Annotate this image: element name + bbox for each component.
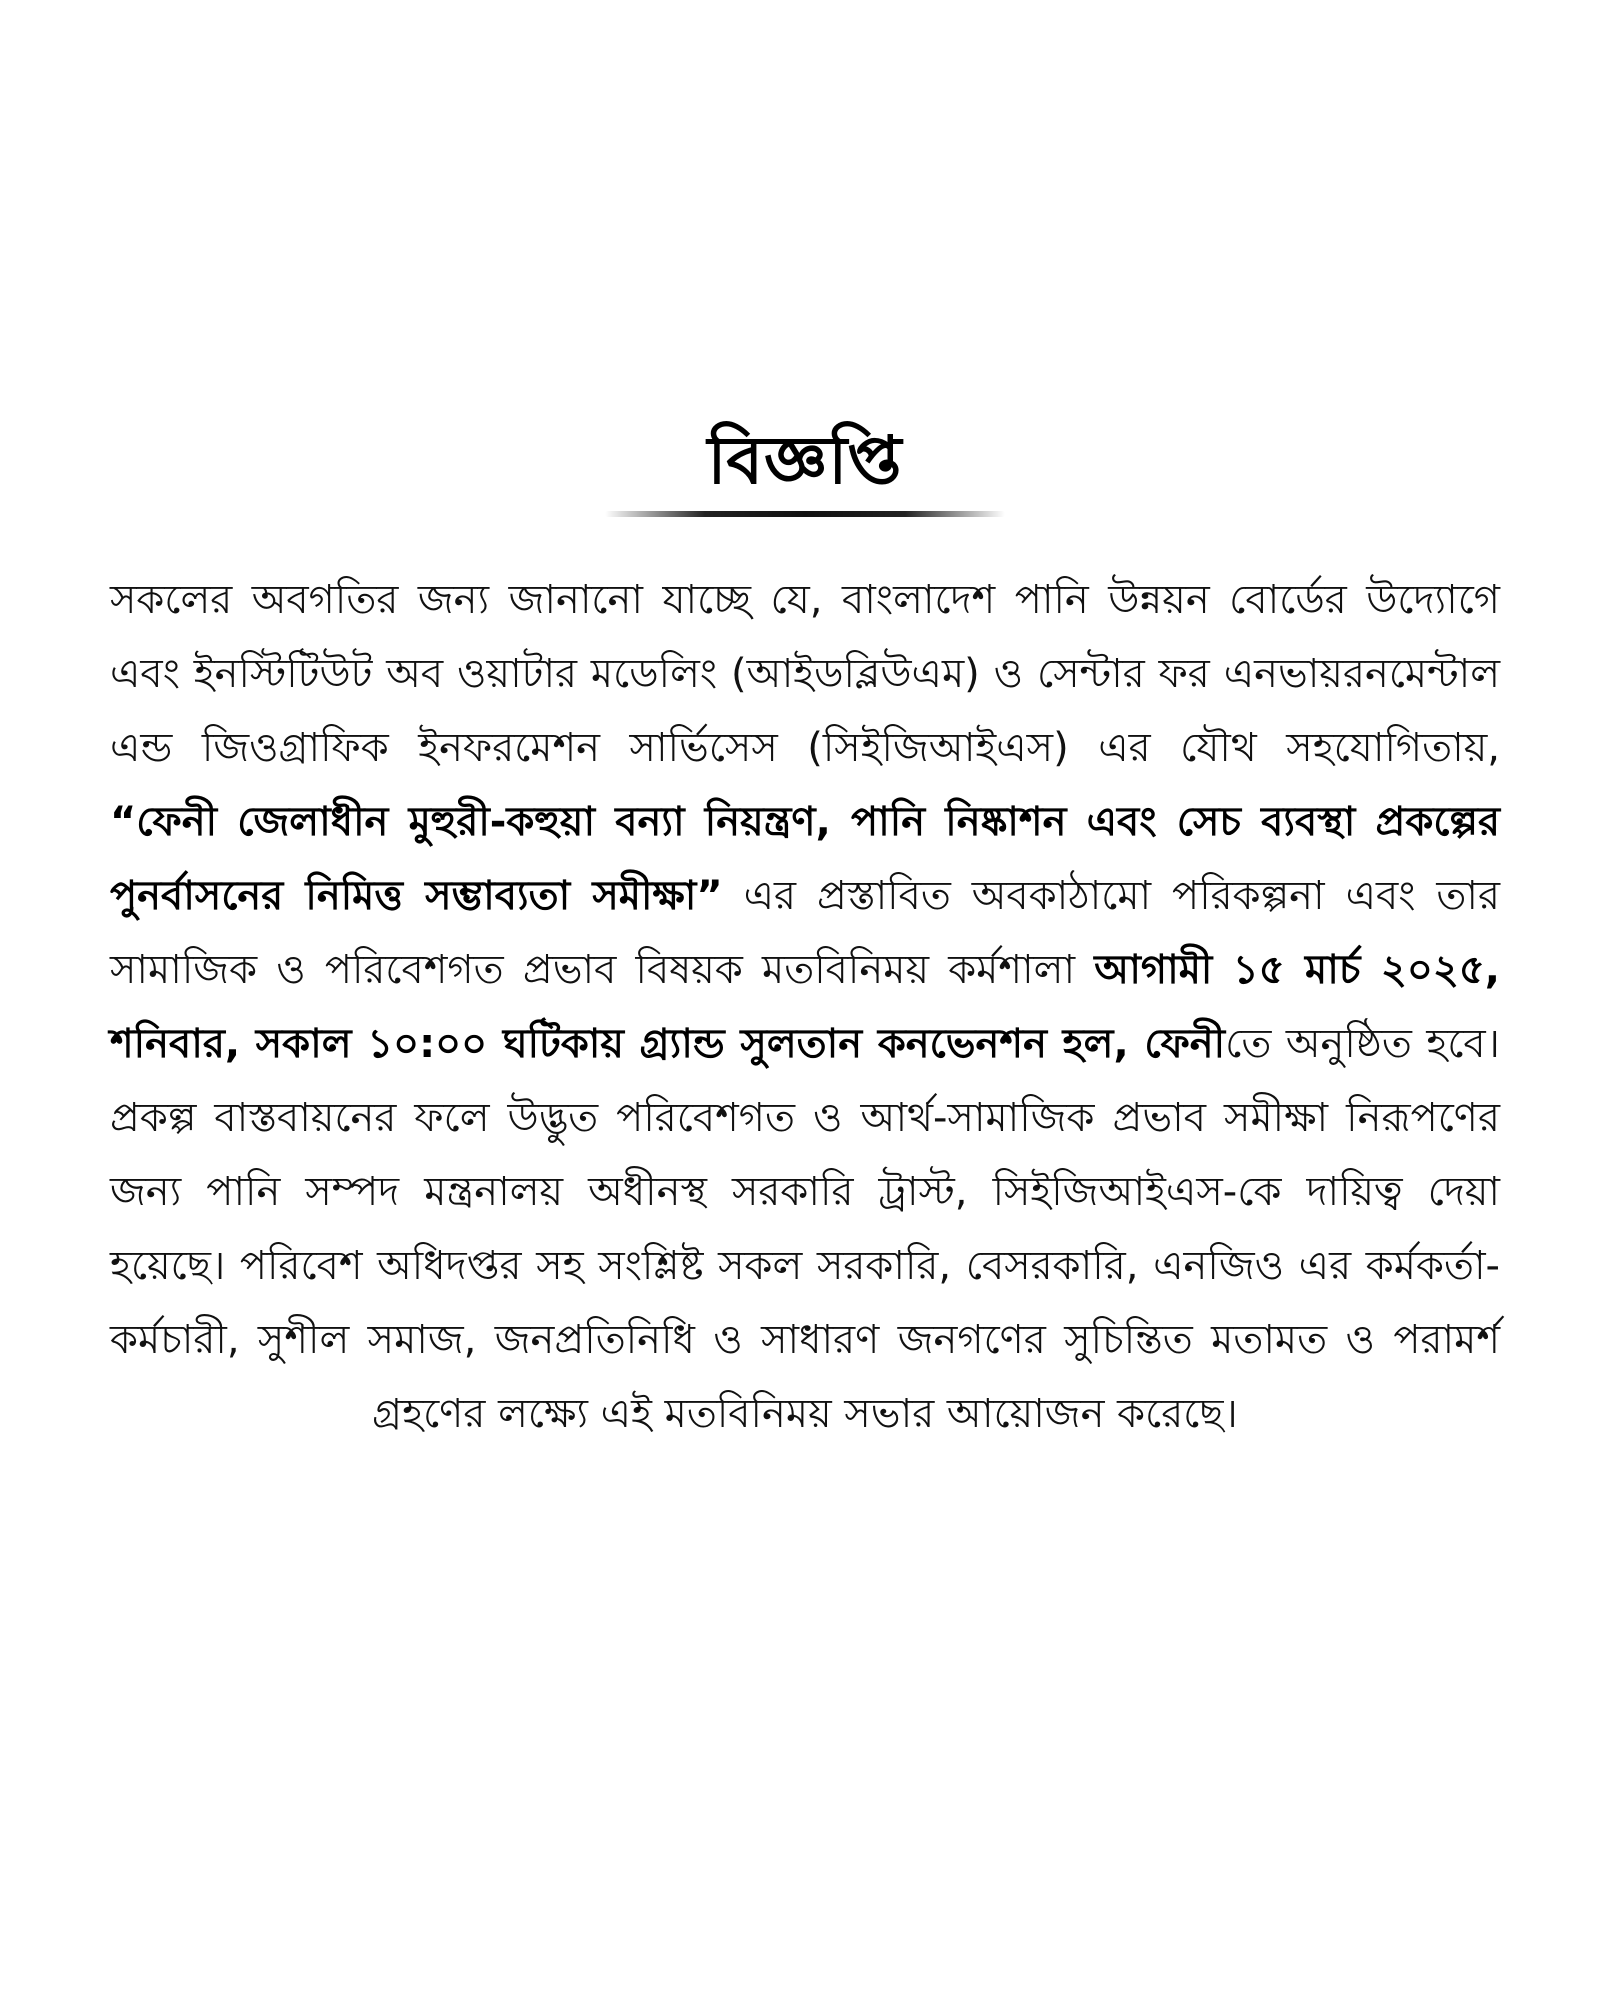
- title-block: [110, 420, 1500, 517]
- notice: [110, 420, 1500, 1451]
- body-intro: সকলের অবগতির জন্য জানানো যাচ্ছে যে, বাংলাদেশ পানি উন্নয়ন বোর্ডের উদ্যোগে এবং ইনস্টিটিউট অব ওয়াটার মডেলিং (আইডব্লিউএম) ও সেন্টার ফর এনভায়রনমেন্টাল এন্ড জিওগ্রাফিক ইনফরমেশন সার্ভিসেস (সিইজিআইএস) এর যৌথ সহযোগিতায়,: [110, 576, 1500, 771]
- project-title: “ফেনী জেলাধীন মুহুরী-কহুয়া বন্যা নিয়ন্ত্রণ, পানি নিষ্কাশন এবং সেচ ব্যবস্থা প্রকল্পের পুনর্বাসনের নিমিত্ত সম্ভাব্যতা সমীক্ষা”: [110, 798, 1500, 919]
- body-closing: তে অনুষ্ঠিত হবে। প্রকল্প বাস্তবায়নের ফলে উদ্ভুত পরিবেশগত ও আর্থ-সামাজিক প্রভাব সমীক্ষা নিরূপণের জন্য পানি সম্পদ মন্ত্রনালয় অধীনস্থ সরকারি ট্রাস্ট, সিইজিআইএস-কে দায়িত্ব দেয়া হয়েছে। পরিবেশ অধিদপ্তর সহ সংশ্লিষ্ট সকল সরকারি, বেসরকারি, এনজিও এর কর্মকর্তা-কর্মচারী, সুশীল সমাজ, জনপ্রতিনিধি ও সাধারণ জনগণের সুচিন্তিত মতামত ও পরামর্শ গ্রহণের লক্ষ্যে এই মতবিনিময় সভার আয়োজন করেছে।: [110, 1020, 1500, 1437]
- event-date-venue: আগামী ১৫ মার্চ ২০২৫, শনিবার, সকাল ১০:০০ ঘটিকায় গ্র্যান্ড সুলতান কনভেনশন হল, ফেনী: [110, 946, 1501, 1067]
- notice-body: [110, 563, 1500, 1451]
- notice-title: বিজ্ঞপ্তি: [707, 422, 903, 499]
- title-underline: [605, 511, 1005, 517]
- body-workshop-text: এর প্রস্তাবিত অবকাঠামো পরিকল্পনা এবং তার সামাজিক ও পরিবেশগত প্রভাব বিষয়ক মতবিনিময় কর্মশালা: [110, 872, 1500, 993]
